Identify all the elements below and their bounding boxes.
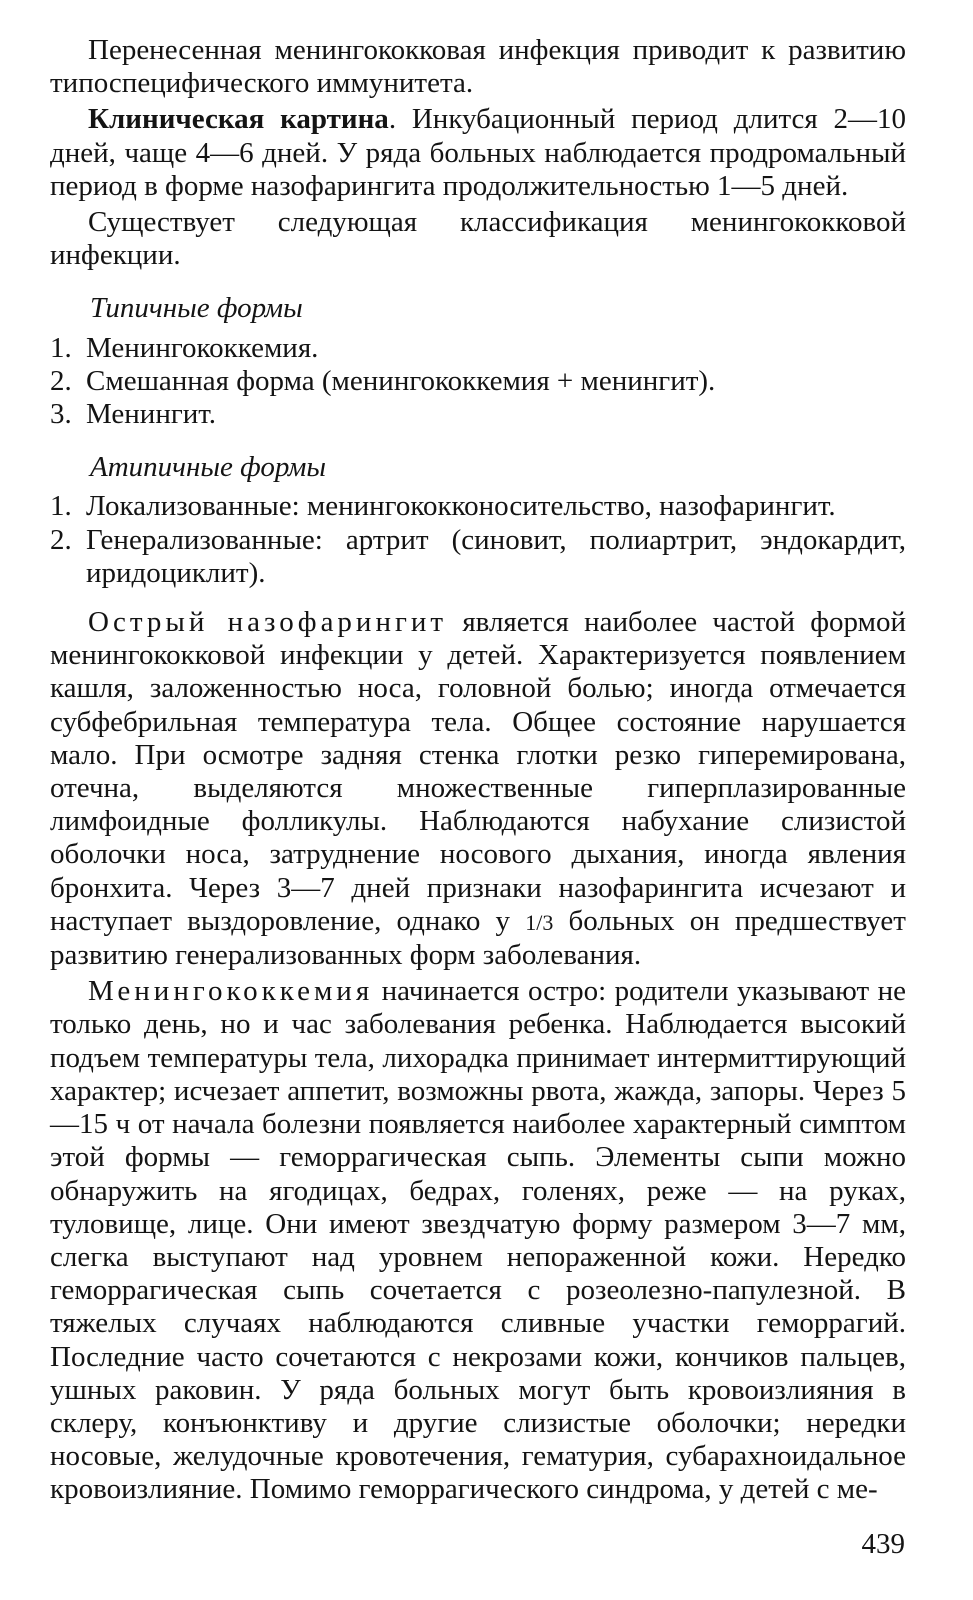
page-number: 439: [861, 1528, 905, 1560]
nasopharyngitis-term: Острый назофарингит: [88, 606, 448, 639]
list-number: 3.: [50, 398, 72, 431]
list-item: [50, 332, 906, 365]
nasopharyngitis-text: является наиболее частой формой менингококковой инфекции у детей. Характеризуется появлением кашля, заложенностью носа, головной болью; иногда отмечается субфебрильная температура тела. Общее состояние нарушается мало. При осмотре задняя стенка глотки резко гиперемирована, отечна, выделяются множественные гиперплазированные лимфоидные фолликулы. Наблюдаются набухание слизистой оболочки носа, затруднение носового дыхания, иногда явления бронхита. Через 3—7 дней признаки назофарингита исчезают и наступает выздоровление, однако у: [50, 606, 906, 937]
atypical-forms-list: [50, 490, 906, 590]
list-number: 1.: [50, 490, 72, 523]
list-item: [50, 398, 906, 431]
paragraph-immunity: Перенесенная менингококковая инфекция приводит к развитию типоспецифического иммунитета.: [50, 34, 906, 100]
list-item: [50, 365, 906, 398]
list-item: [50, 490, 906, 523]
paragraph-classification: Существует следующая классификация менингококковой инфекции.: [50, 206, 906, 272]
list-item-text: Смешанная форма (менингококкемия + менингит).: [86, 364, 716, 397]
typical-forms-heading: Типичные формы: [90, 292, 303, 325]
typical-forms-list: [50, 332, 906, 432]
list-item-text: Менингококкемия.: [86, 331, 319, 364]
paragraph-nasopharyngitis: [50, 606, 906, 972]
clinical-picture-heading: Клиническая картина: [88, 103, 389, 136]
list-number: 1.: [50, 331, 72, 364]
list-item-text: Генерализованные: артрит (синовит, полиартрит, эндокардит, иридоциклит).: [86, 523, 906, 589]
list-item: [50, 524, 906, 590]
paragraph-meningococcemia: [50, 975, 906, 1506]
atypical-forms-heading: Атипичные формы: [90, 451, 327, 484]
meningococcemia-text: начинается остро: родители указывают не только день, но и час заболевания ребенка. Наблюдается высокий подъем температуры тела, лихорадка принимает интермиттирующий характер; исчезает аппетит, возможны рвота, жажда, запоры. Через 5—15 ч от начала болезни появляется наиболее характерный симптом этой формы — геморрагическая сыпь. Элементы сыпи можно обнаружить на ягодицах, бедрах, голенях, реже — на руках, туловище, лице. Они имеют звездчатую форму размером 3—7 мм, слегка выступают над уровнем непораженной кожи. Нередко геморрагическая сыпь сочетается с розеолезно-папулезной. В тяжелых случаях наблюдаются сливные участки геморрагий. Последние часто сочетаются с некрозами кожи, кончиков пальцев, ушных раковин. У ряда больных могут быть кровоизлияния в склеру, конъюнктиву и другие слизистые оболочки; нередки носовые, желудочные кровотечения, гематурия, субарахноидальное кровоизлияние. Помимо геморрагического синдрома, у детей с ме-: [50, 975, 906, 1506]
page-content: [50, 34, 906, 1507]
fraction-one-third: 1/3: [525, 909, 554, 935]
list-item-text: Локализованные: менингококконосительство, назофарингит.: [86, 490, 836, 523]
clinical-picture-text: . Инкубационный период длится 2—10 дней, чаще 4—6 дней. У ряда больных наблюдается продромальный период в форме назофарингита продолжительностью 1—5 дней.: [50, 103, 907, 202]
list-item-text: Менингит.: [86, 398, 216, 431]
list-number: 2.: [50, 523, 72, 556]
paragraph-clinical-picture: [50, 103, 906, 203]
meningococcemia-term: Менингококкемия: [88, 975, 374, 1008]
nasopharyngitis-text-end: больных он предшествует развитию генерализованных форм заболевания.: [50, 904, 906, 972]
list-number: 2.: [50, 364, 72, 397]
